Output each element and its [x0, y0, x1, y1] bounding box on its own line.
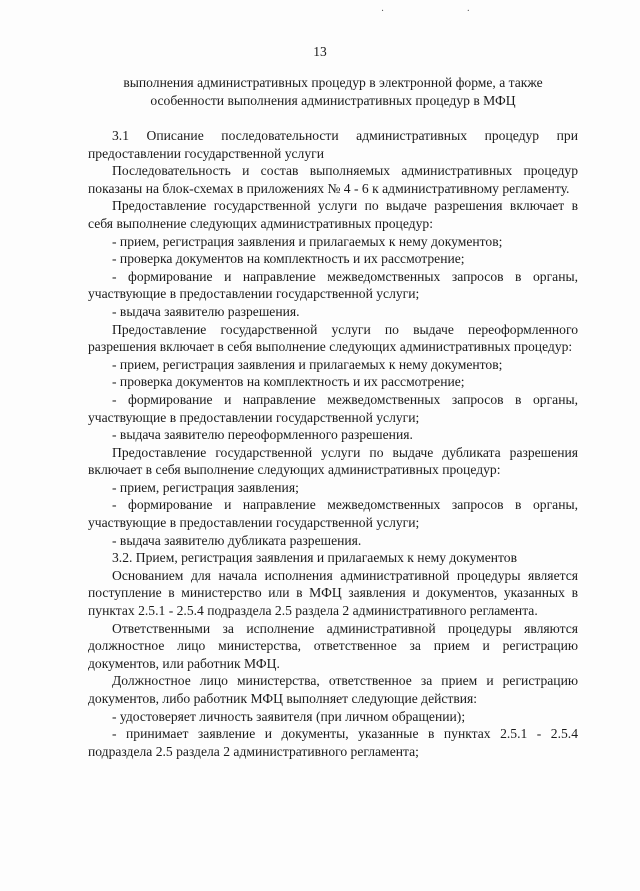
list-item: - принимает заявление и документы, указанные в пунктах 2.5.1 - 2.5.4 подраздела 2.5 раздела 2 административного регламента; — [88, 726, 578, 759]
list-item: - проверка документов на комплектность и их рассмотрение; — [112, 374, 465, 390]
subsection-title-3-2: 3.2. Прием, регистрация заявления и прилагаемых к нему документов — [112, 550, 518, 566]
list-item: - прием, регистрация заявления и прилагаемых к нему документов; — [112, 233, 503, 249]
list-item: - выдача заявителю переоформленного разрешения. — [112, 427, 413, 443]
list-item: - формирование и направление межведомственных запросов в органы, участвующие в предоставлении государственной услуги; — [88, 497, 578, 531]
list-item: - проверка документов на комплектность и их рассмотрение; — [112, 251, 465, 267]
list-item: - прием, регистрация заявления и прилагаемых к нему документов; — [112, 356, 503, 372]
page-number: 13 — [313, 44, 327, 59]
list-item: - выдача заявителю разрешения. — [112, 303, 300, 319]
list-item: - удостоверяет личность заявителя (при личном обращении); — [112, 708, 466, 724]
subsection-title-3-1: 3.1 Описание последовательности административных процедур при предоставлении государственной услуги — [88, 128, 578, 161]
list-item: - формирование и направление межведомственных запросов в органы, участвующие в предоставлении государственной услуги; — [88, 268, 578, 302]
list-item: - выдача заявителю дубликата разрешения. — [112, 532, 362, 548]
list-item: - прием, регистрация заявления; — [112, 479, 299, 495]
paragraph: Последовательность и состав выполняемых административных процедур показаны на блок-схемах в приложениях № 4 - 6 к административному регламенту. — [88, 163, 578, 196]
paragraph: Предоставление государственной услуги по выдаче переоформленного разрешения включает в себя выполнение следующих административных процедур: — [88, 321, 578, 355]
paragraph: Основанием для начала исполнения административной процедуры является поступление в министерство или в МФЦ заявления и документов, указанных в пунктах 2.5.1 - 2.5.4 подраздела 2.5 раздела 2 административного регламента. — [88, 567, 578, 619]
paragraph: Предоставление государственной услуги по выдаче разрешения включает в себя выполнение следующих административных процедур: — [88, 198, 578, 231]
paragraph: Должностное лицо министерства, ответственное за прием и регистрацию документов, либо работник МФЦ выполняет следующие действия: — [88, 673, 578, 706]
section-heading: выполнения административных процедур в электронной форме, а также особенности выполнения административных процедур в МФЦ — [123, 75, 543, 108]
document-body — [88, 127, 578, 760]
paragraph: Предоставление государственной услуги по выдаче дубликата разрешения включает в себя выполнение следующих административных процедур: — [88, 444, 578, 478]
list-item: - формирование и направление межведомственных запросов в органы, участвующие в предоставлении государственной услуги; — [88, 391, 578, 425]
scan-marks: · · — [380, 6, 510, 17]
paragraph: Ответственными за исполнение административной процедуры являются должностное лицо министерства, ответственное за прием и регистрацию документов, или работник МФЦ. — [88, 620, 578, 671]
